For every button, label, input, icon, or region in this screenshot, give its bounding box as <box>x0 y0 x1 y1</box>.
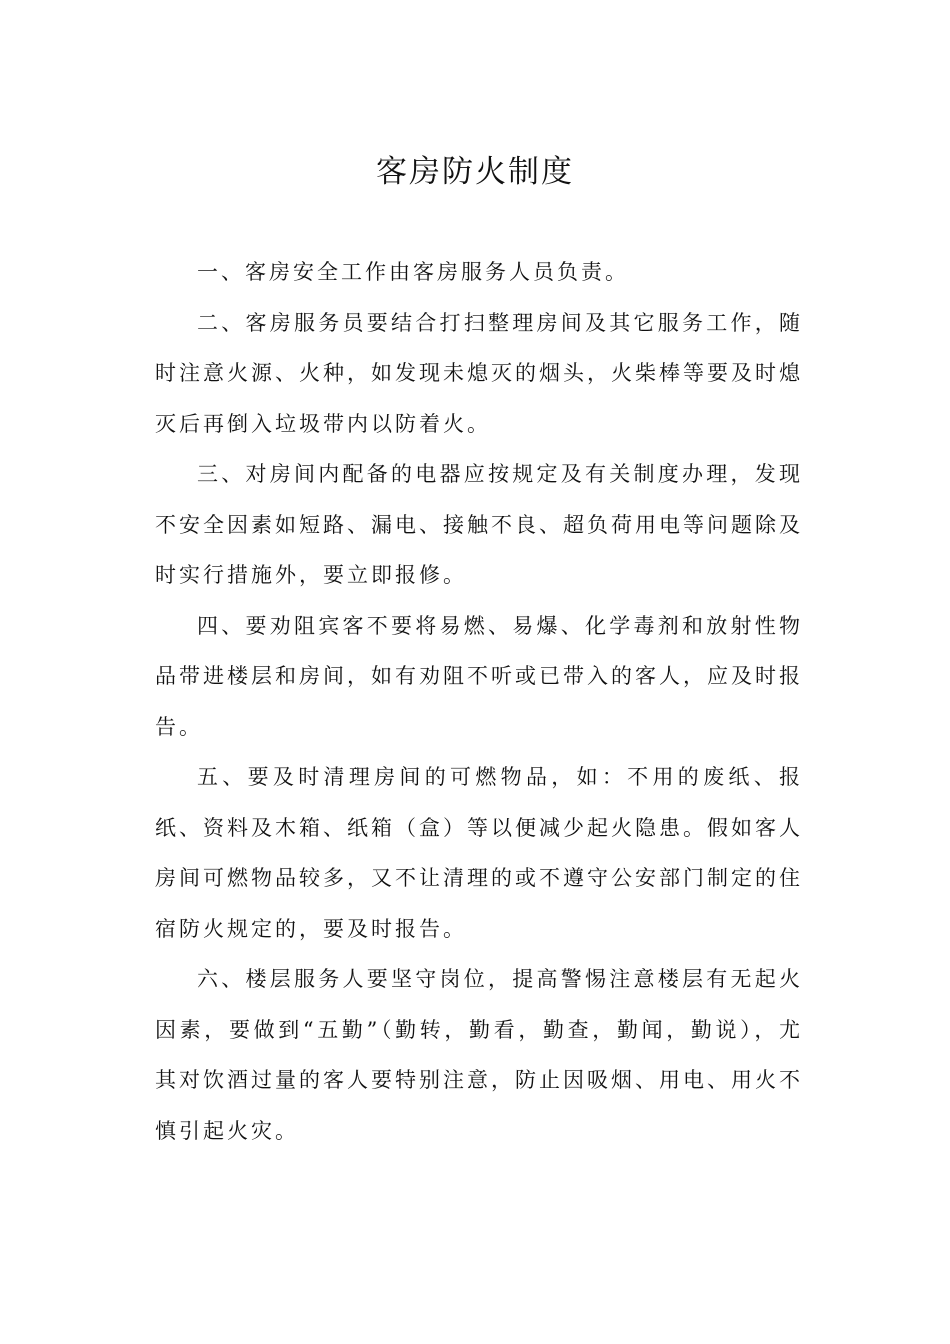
paragraph-4: 四、要劝阻宾客不要将易燃、易爆、化学毒剂和放射性物品带进楼层和房间，如有劝阻不听或已带入的客人，应及时报告。 <box>155 613 803 739</box>
paragraph-1: 一、客房安全工作由客房服务人员负责。 <box>197 260 629 284</box>
paragraph-6: 六、楼层服务人要坚守岗位，提高警惕注意楼层有无起火因素，要做到“五勤”（勤转，勤看，勤查，勤闻，勤说），尤其对饮酒过量的客人要特别注意，防止因吸烟、用电、用火不慎引起火灾。 <box>155 967 803 1143</box>
paragraph-3: 三、对房间内配备的电器应按规定及有关制度办理，发现不安全因素如短路、漏电、接触不良、超负荷用电等问题除及时实行措施外，要立即报修。 <box>155 462 803 587</box>
paragraph-2: 二、客房服务员要结合打扫整理房间及其它服务工作，随时注意火源、火种，如发现未熄灭的烟头，火柴棒等要及时熄灭后再倒入垃圾带内以防着火。 <box>155 310 803 436</box>
document-title: 客房防火制度 <box>376 154 574 190</box>
paragraph-5: 五、要及时清理房间的可燃物品，如：不用的废纸、报纸、资料及木箱、纸箱（盒）等以便减少起火隐患。假如客人房间可燃物品较多，又不让清理的或不遵守公安部门制定的住宿防火规定的，要及时报告。 <box>155 765 803 941</box>
document-body <box>155 247 803 1156</box>
